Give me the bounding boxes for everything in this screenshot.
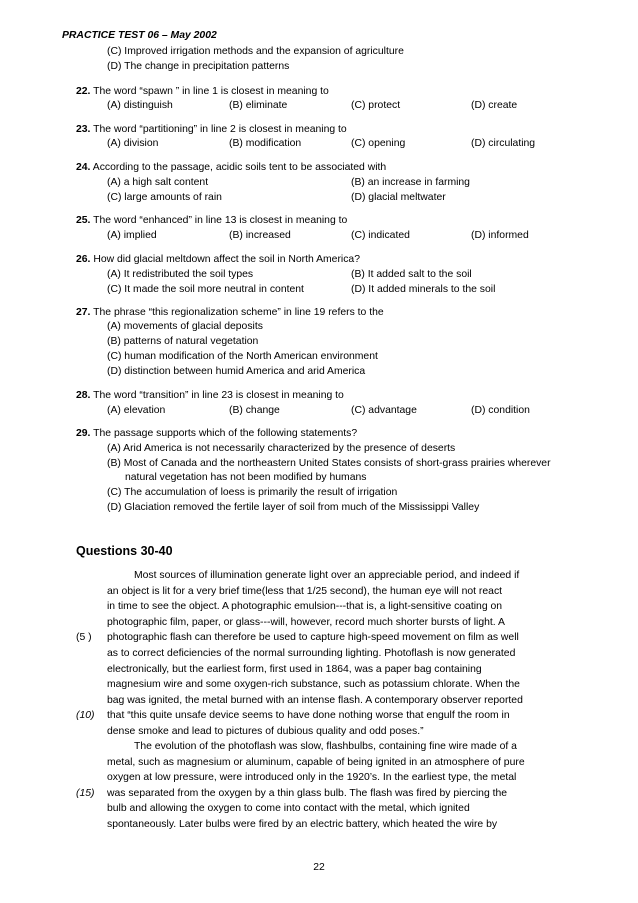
line-marker-10: (10) [76, 710, 95, 721]
question-22-option-d: (D) create [471, 100, 518, 111]
passage-line: bulb and allowing the oxygen to come into contact with the metal, which ignited [107, 803, 470, 815]
question-22-option-a: (A) distinguish [107, 100, 173, 111]
question-26-option-d: (D) It added minerals to the soil [351, 284, 496, 295]
question-23-stem: 23. The word “partitioning” in line 2 is closest in meaning to [76, 124, 347, 135]
question-25-option-c: (C) indicated [351, 230, 410, 241]
page-number: 22 [313, 862, 325, 873]
question-27-option-b: (B) patterns of natural vegetation [107, 336, 259, 347]
question-24-option-c: (C) large amounts of rain [107, 192, 222, 203]
passage-line: was separated from the oxygen by a thin glass bulb. The flash was fired by piercing the [107, 787, 508, 799]
question-24-option-a: (A) a high salt content [107, 177, 209, 188]
question-24-option-b: (B) an increase in farming [351, 177, 470, 188]
passage-line: spontaneously. Later bulbs were fired by an electric battery, which heated the wire by [107, 818, 498, 830]
line-marker-5: (5 ) [76, 632, 92, 643]
line-marker-15: (15) [76, 788, 95, 799]
question-23-option-c: (C) opening [351, 138, 406, 149]
question-26-option-c: (C) It made the soil more neutral in content [107, 284, 304, 295]
passage-line: photographic flash can therefore be used to capture high-speed movement on film as well [107, 632, 519, 644]
question-25-stem: 25. The word “enhanced” in line 13 is closest in meaning to [76, 215, 348, 226]
passage-line: that “this quite unsafe device seems to have done nothing worse that engulf the room in [107, 710, 510, 722]
question-22-option-c: (C) protect [351, 100, 401, 111]
passage-line: electronically, but the earliest form, first used in 1864, was a paper bag containing [107, 663, 482, 675]
question-29-stem: 29. The passage supports which of the following statements? [76, 428, 358, 439]
q21-option-d: (D) The change in precipitation patterns [107, 61, 290, 72]
question-29-option-b: (B) Most of Canada and the northeastern United States consists of short-grass prairies wherever [107, 458, 551, 469]
question-24-stem: 24. According to the passage, acidic soils tent to be associated with [76, 162, 387, 173]
question-26-option-b: (B) It added salt to the soil [351, 269, 472, 280]
question-22-option-b: (B) eliminate [229, 100, 288, 111]
section-title: Questions 30-40 [76, 544, 173, 558]
passage-line: magnesium wire and some oxygen-rich substance, such as potassium chlorate. When the [107, 679, 520, 691]
question-23-option-d: (D) circulating [471, 138, 536, 149]
question-28-stem: 28. The word “transition” in line 23 is closest in meaning to [76, 390, 344, 401]
passage-line: bag was ignited, the metal burned with an intense flash. A contemporary observer reported [107, 694, 523, 706]
passage-line: in time to see the object. A photographic emulsion---that is, a light-sensitive coating on [107, 601, 503, 613]
question-25-option-d: (D) informed [471, 230, 529, 241]
question-29-option-d: (D) Glaciation removed the fertile layer of soil from much of the Mississippi Valley [107, 502, 480, 513]
question-28-option-b: (B) change [229, 405, 280, 416]
question-28-option-c: (C) advantage [351, 405, 417, 416]
question-27-option-a: (A) movements of glacial deposits [107, 321, 263, 332]
question-27-option-d: (D) distinction between humid America and arid America [107, 366, 366, 377]
q21-option-c: (C) Improved irrigation methods and the expansion of agriculture [107, 46, 404, 57]
passage-line: metal, such as magnesium or aluminum, capable of being ignited in an atmosphere of pure [107, 756, 525, 768]
question-24-option-d: (D) glacial meltwater [351, 192, 446, 203]
question-23-option-b: (B) modification [229, 138, 302, 149]
passage-paragraph-1 [107, 568, 567, 740]
passage-line: The evolution of the photoflash was slow, flashbulbs, containing fine wire made of a [134, 741, 517, 752]
question-27-option-c: (C) human modification of the North American environment [107, 351, 378, 362]
question-26-option-a: (A) It redistributed the soil types [107, 269, 254, 280]
question-25-option-a: (A) implied [107, 230, 157, 241]
question-26-stem: 26. How did glacial meltdown affect the soil in North America? [76, 254, 360, 265]
passage-line: dense smoke and lead to pictures of dubious quality and odd poses.” [107, 725, 424, 737]
question-23-option-a: (A) division [107, 138, 159, 149]
passage-line: Most sources of illumination generate light over an appreciable period, and indeed if [134, 570, 520, 581]
question-25-option-b: (B) increased [229, 230, 291, 241]
question-28-option-a: (A) elevation [107, 405, 166, 416]
passage-line: oxygen at low pressure, were introduced only in the 1920’s. In the earliest type, the metal [107, 772, 517, 784]
passage-line: as to correct deficiencies of the normal surrounding lighting. Photoflash is now generated [107, 647, 516, 659]
question-28-option-d: (D) condition [471, 405, 530, 416]
passage-paragraph-2 [107, 739, 567, 833]
question-22-stem: 22. The word “spawn ” in line 1 is closest in meaning to [76, 86, 329, 97]
passage-line: photographic film, paper, or glass---will, however, record much shorter bursts of light. A [107, 616, 505, 628]
question-29-option-c: (C) The accumulation of loess is primarily the result of irrigation [107, 487, 398, 498]
question-29-option-b-continuation: natural vegetation has not been modified by humans [125, 472, 367, 483]
passage-line: an object is lit for a very brief time(less that 1/25 second), the human eye will not react [107, 585, 503, 597]
question-29-option-a: (A) Arid America is not necessarily characterized by the presence of deserts [107, 443, 456, 454]
page-header: PRACTICE TEST 06 – May 2002 [62, 30, 217, 41]
question-27-stem: 27. The phrase “this regionalization scheme” in line 19 refers to the [76, 307, 384, 318]
